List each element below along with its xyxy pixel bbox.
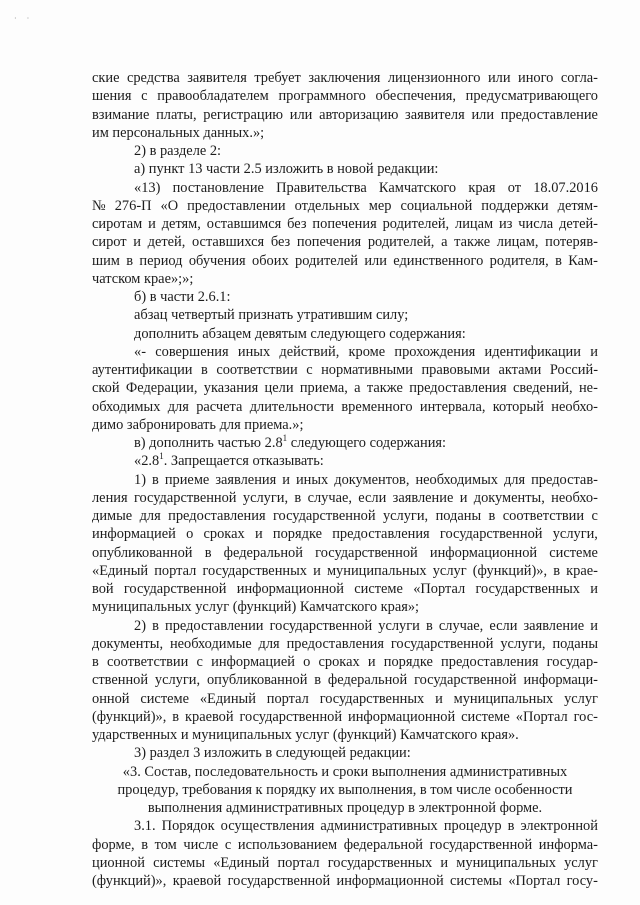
text-line: 3.1. Порядок осуществления административных процедур в электронной	[134, 818, 598, 835]
text-line: № 276-П «О предоставлении отдельных мер социальной поддержки детям-	[92, 197, 598, 214]
text-line: димо забронировать для приема.»;	[92, 416, 304, 433]
text-line: шения с правообладателем программного обеспечения, предусматривающего	[92, 88, 598, 105]
text-line: ской Федерации, указания цели приема, а также предоставления сведений, не-	[92, 380, 598, 397]
text-line: ционной системы «Единый портал государственных и муниципальных услуг	[92, 854, 598, 871]
text-line: в) дополнить частью $2.8^1$ следующего содержания:	[134, 433, 447, 451]
text-line: абзац четвертый признать утратившим силу;	[134, 307, 409, 324]
text-line: аутентификации в соответствии с нормативными правовыми актами Россий-	[92, 362, 598, 378]
text-line: в соответствии с информацией о сроках и порядке предоставления государ-	[92, 654, 598, 670]
text-line: им персональных данных.»;	[92, 124, 265, 141]
document-body	[92, 69, 598, 890]
text-line: (функций)», в краевой государственной информационной системе «Портал гос-	[92, 708, 598, 725]
text-line: ления государственной услуги, в случае, если заявление и документы, необхо-	[92, 489, 598, 506]
text-line: документы, необходимые для предоставления государственной услуги, поданы	[92, 635, 598, 652]
text-line: форме, в том числе с использованием федеральной государственной информа-	[92, 836, 598, 853]
scan-marks: · ·	[14, 14, 34, 23]
text-line: б) в части 2.6.1:	[134, 289, 231, 305]
text-line: «Единый портал государственных и муниципальных услуг (функций)», в крае-	[92, 562, 598, 579]
text-line: «3. Состав, последовательность и сроки выполнения административных	[122, 763, 568, 780]
text-line: 3) раздел 3 изложить в следующей редакции:	[134, 745, 411, 762]
text-line: ударственных и муниципальных услуг (функций) Камчатского края».	[92, 727, 519, 743]
text-line: обходимых для расчета длительности временного интервала, который необхо-	[92, 398, 598, 415]
text-line: сиротам и детям, оставшимся без попечения родителей, лицам из числа детей-	[92, 216, 598, 232]
text-line: 2) в разделе 2:	[134, 143, 222, 159]
text-line: 1) в приеме заявления и иных документов, необходимых для предостав-	[134, 471, 598, 488]
text-line: выполнения административных процедур в электронной форме.	[147, 800, 543, 816]
text-line: а) пункт 13 части 2.5 изложить в новой редакции:	[134, 161, 439, 178]
text-line: ские средства заявителя требует заключения лицензионного или иного согла-	[92, 70, 598, 86]
text-line: онной системе «Единый портал государственных и муниципальных услуг	[92, 690, 598, 707]
text-line: сирот и детей, оставшихся без попечения родителей, а также лицам, потеряв-	[92, 234, 598, 251]
text-line: 2) в предоставлении государственной услуги в случае, если заявление и	[134, 617, 598, 634]
text-line: муниципальных услуг (функций) Камчатского края»;	[92, 599, 420, 616]
text-line: димые для предоставления государственной услуги, поданы в соответствии с	[92, 508, 598, 524]
text-line: шим в период обучения обоих родителей или единственного родителя, в Кам-	[92, 252, 598, 269]
text-line: процедур, требования к порядку их выполнения, в том числе особенности	[117, 781, 573, 798]
superscript: 1	[159, 451, 164, 462]
text-line: взимание платы, регистрацию или авторизацию заявителя или предоставление	[92, 106, 598, 123]
text-line: «$2.8^1$. Запрещается отказывать:	[134, 451, 324, 470]
superscript: 1	[282, 433, 288, 444]
text-line: чатском крае»;»;	[92, 270, 194, 287]
text-line: вой государственной информационной системе «Портал государственных и	[92, 581, 598, 597]
text-line: ственной услуги, опубликованной в федеральной государственной информаци-	[92, 672, 598, 689]
text-line: опубликованной в федеральной государственной информационной системе	[92, 544, 598, 561]
text-line: (функций)», краевой государственной информационной системы «Портал госу-	[92, 873, 598, 889]
text-line: «13) постановление Правительства Камчатского края от 18.07.2016	[134, 179, 598, 196]
text-line: информацией о сроках и порядке предоставления государственной услуги,	[92, 526, 598, 543]
text-line: дополнить абзацем девятым следующего содержания:	[134, 325, 466, 342]
text-line: «- совершения иных действий, кроме прохождения идентификации и	[134, 343, 598, 360]
